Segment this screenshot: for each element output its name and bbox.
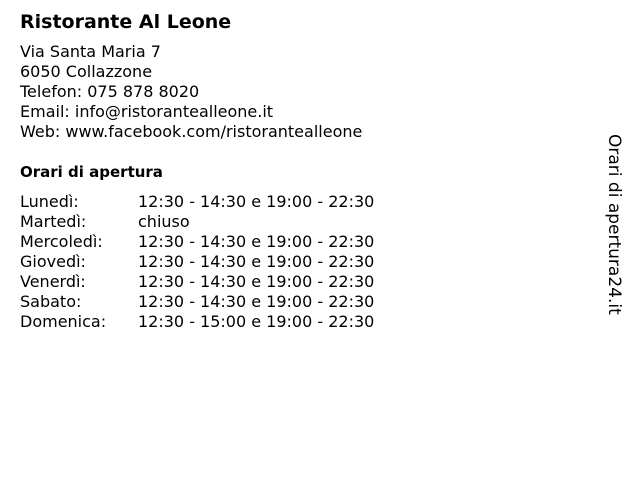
day-label: Sabato:	[20, 292, 82, 311]
day-label: Venerdì:	[20, 272, 86, 291]
restaurant-card	[20, 10, 374, 332]
hours-table	[20, 192, 374, 332]
phone-line: Telefon: 075 878 8020	[20, 82, 200, 101]
address-street: Via Santa Maria 7	[20, 42, 161, 61]
hours-row-saturday	[20, 292, 374, 312]
hours-row-friday	[20, 272, 374, 292]
time-value: 12:30 - 14:30 e 19:00 - 22:30	[138, 232, 375, 251]
hours-row-wednesday	[20, 232, 374, 252]
hours-row-sunday	[20, 312, 374, 332]
day-label: Mercoledì:	[20, 232, 103, 251]
hours-row-thursday	[20, 252, 374, 272]
day-label: Lunedì:	[20, 192, 79, 211]
time-value: chiuso	[138, 212, 190, 231]
day-label: Martedì:	[20, 212, 87, 231]
web-line: Web: www.facebook.com/ristorantealleone	[20, 122, 363, 141]
hours-row-tuesday	[20, 212, 374, 232]
time-value: 12:30 - 14:30 e 19:00 - 22:30	[138, 272, 375, 291]
hours-heading: Orari di apertura	[20, 163, 163, 181]
address-city: 6050 Collazzone	[20, 62, 153, 81]
day-label: Domenica:	[20, 312, 107, 331]
hours-row-monday	[20, 192, 374, 212]
time-value: 12:30 - 14:30 e 19:00 - 22:30	[138, 292, 375, 311]
email-line: Email: info@ristorantealleone.it	[20, 102, 274, 121]
site-brand-vertical: Orari di apertura24.it	[604, 134, 624, 315]
time-value: 12:30 - 14:30 e 19:00 - 22:30	[138, 252, 375, 271]
contact-block	[20, 42, 374, 142]
day-label: Giovedì:	[20, 252, 86, 271]
restaurant-name: Ristorante Al Leone	[20, 11, 232, 33]
time-value: 12:30 - 15:00 e 19:00 - 22:30	[138, 312, 375, 331]
time-value: 12:30 - 14:30 e 19:00 - 22:30	[138, 192, 375, 211]
